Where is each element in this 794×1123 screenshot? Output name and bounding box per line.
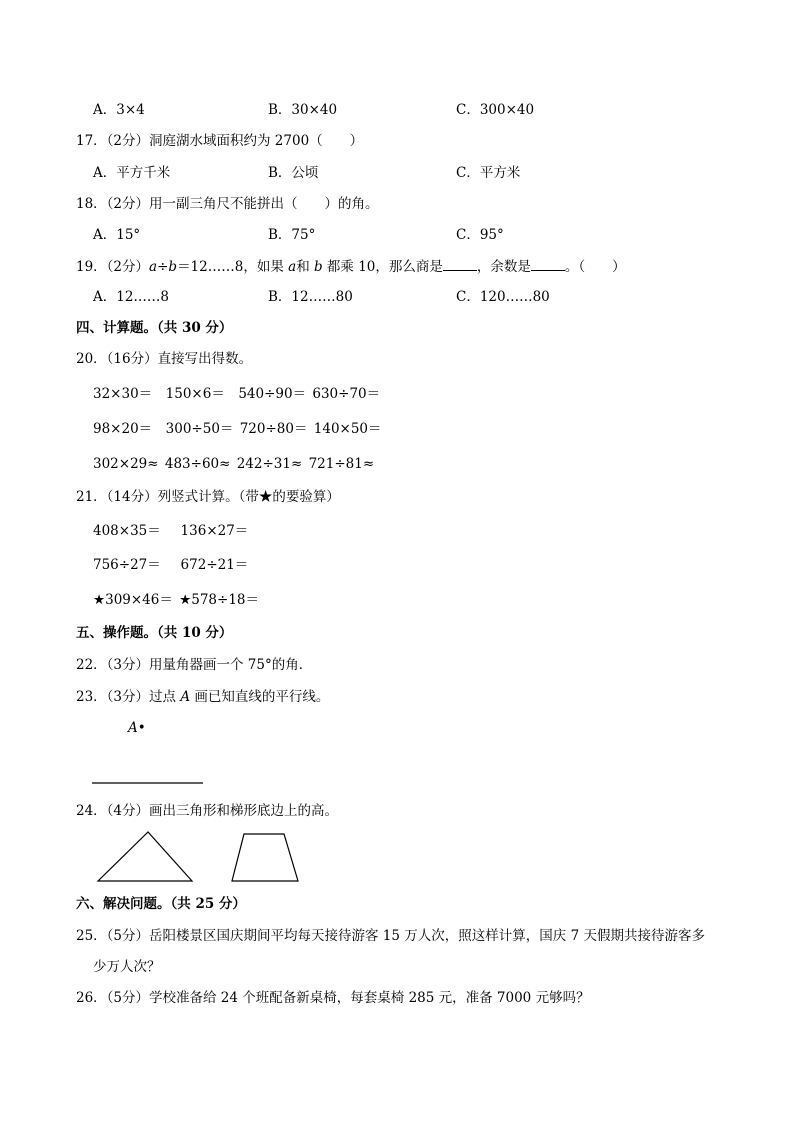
q23-point-name: A (180, 689, 191, 705)
q19-blank-remainder[interactable] (531, 257, 565, 271)
q19-var-b: b (168, 259, 178, 275)
q21-line-2: 756÷27＝ 672÷21＝ (93, 557, 249, 573)
q17-option-b: B．公顷 (268, 165, 319, 181)
q21-line-3: ★309×46＝ ★578÷18＝ (93, 592, 260, 608)
q26-stem: 26．（5分）学校准备给 24 个班配备新桌椅，每套桌椅 285 元，准备 7000 元够吗？ (76, 990, 590, 1006)
q19-text-rest: 都乘 10，那么商是 (322, 259, 443, 275)
q22-stem: 22．（3分）用量角器画一个 75°的角． (76, 657, 313, 673)
q16-option-b: B．30×40 (268, 102, 338, 118)
section-5-heading: 五、操作题。（共 10 分） (76, 625, 233, 641)
q19-var-a2: a (288, 259, 297, 275)
q19-option-c: C．120……80 (456, 289, 550, 305)
q25-stem-line-2: 少万人次？ (93, 959, 161, 975)
shapes-figure (90, 826, 310, 888)
q21-line-1: 408×35＝ 136×27＝ (93, 523, 249, 539)
q21-stem: 21．（14分）列竖式计算。（带★的要验算） (76, 489, 340, 505)
q18-stem: 18．（2分）用一副三角尺不能拼出（ ）的角。 (76, 196, 379, 212)
q19-var-b2: b (313, 259, 323, 275)
q19-option-a: A．12……8 (93, 289, 170, 305)
q19-option-b: B．12……80 (268, 289, 353, 305)
q19-text-mid: ＝12……8，如果 (177, 259, 289, 275)
point-a-label: A• (128, 720, 146, 736)
q19-divide-sign: ÷ (157, 259, 169, 275)
trapezoid-shape (232, 834, 298, 881)
q18-option-a: A．15° (93, 227, 141, 243)
q17-stem: 17．（2分）洞庭湖水域面积约为 2700（ ） (76, 133, 364, 149)
q19-stem (76, 257, 626, 276)
q19-text-rest2: ，余数是 (476, 259, 531, 275)
q16-option-c: C．300×40 (456, 102, 535, 118)
q23-text-pre: 23．（3分）过点 (76, 689, 181, 705)
q16-option-a: A．3×4 (93, 102, 145, 118)
q19-text-rest3: 。（ ） (564, 259, 626, 275)
q19-number: 19．（2分） (76, 259, 150, 275)
q20-stem: 20．（16分）直接写出得数。 (76, 351, 253, 367)
section-4-heading: 四、计算题。（共 30 分） (76, 320, 233, 336)
q20-line-3: 302×29≈ 483÷60≈ 242÷31≈ 721÷81≈ (93, 456, 375, 472)
q19-var-a: a (149, 259, 158, 275)
triangle-shape (98, 832, 192, 881)
q18-option-c: C．95° (456, 227, 504, 243)
q17-option-a: A．平方千米 (93, 165, 171, 181)
q23-text-post: 画已知直线的平行线。 (190, 689, 330, 705)
q18-option-b: B．75° (268, 227, 316, 243)
q19-text-and: 和 (296, 259, 314, 275)
given-line-figure (90, 778, 210, 788)
q25-stem-line-1: 25．（5分）岳阳楼景区国庆期间平均每天接待游客 15 万人次，照这样计算，国庆 7 天假期共接待游客多 (76, 928, 705, 944)
q20-line-2: 98×20＝ 300÷50＝ 720÷80＝ 140×50＝ (93, 421, 382, 437)
q19-blank-quotient[interactable] (443, 257, 477, 271)
section-6-heading: 六、解决问题。（共 25 分） (76, 896, 246, 912)
q23-stem (76, 688, 329, 706)
q17-option-c: C．平方米 (456, 165, 521, 181)
q24-stem: 24．（4分）画出三角形和梯形底边上的高。 (76, 803, 339, 819)
q20-line-1: 32×30＝ 150×6＝ 540÷90＝ 630÷70＝ (93, 386, 381, 402)
